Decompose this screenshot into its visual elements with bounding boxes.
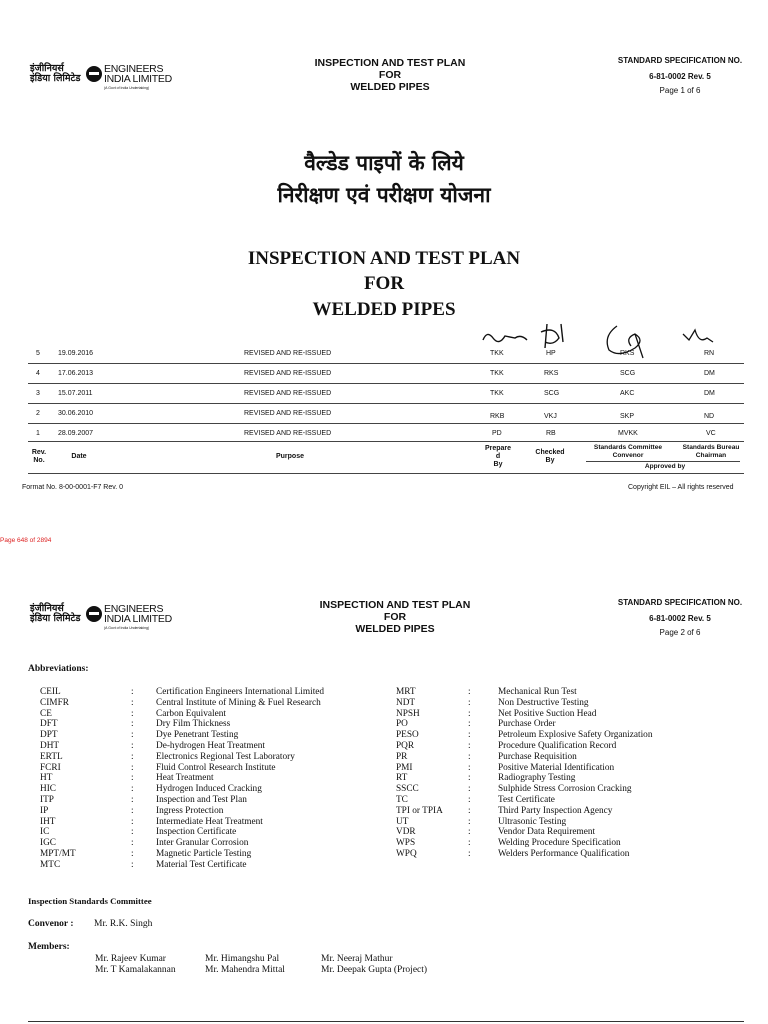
abbreviation-meaning: Radiography Testing [498,773,576,784]
abbreviation-term: DHT [40,740,60,751]
abbreviation-separator: : [468,740,471,751]
member-name: Mr. Mahendra Mittal [205,965,285,975]
abbreviation-term: TC [396,794,408,805]
abbreviation-term: HIC [40,784,57,795]
abbreviation-meaning: Magnetic Particle Testing [156,848,252,859]
committee-heading: Inspection Standards Committee [28,896,152,906]
spec-label: STANDARD SPECIFICATION NO. [617,56,743,65]
rev-chairman: VC [706,430,716,437]
header-title-line3: WELDED PIPES [350,81,430,93]
abbreviations-left [40,687,360,871]
abbreviation-separator: : [131,687,134,697]
hindi-title-line1: वैल्डेड पाइपों के लिये [304,151,464,175]
abbreviation-separator: : [468,730,471,741]
english-title-line1: INSPECTION AND TEST PLAN [247,248,521,269]
abbreviation-row [396,709,756,720]
abbreviation-separator: : [468,805,471,816]
abbreviation-separator: : [468,687,471,697]
abbreviation-meaning: Hydrogen Induced Cracking [156,784,262,795]
abbreviation-meaning: Welding Procedure Specification [498,838,621,849]
abbreviation-term: WPQ [396,848,417,859]
abbreviation-row [396,752,756,763]
rev-no: 3 [36,390,40,397]
header-title-line1: INSPECTION AND TEST PLAN [314,57,466,69]
abbreviation-row [40,838,360,849]
logo-hindi: इंजीनियर्स इंडिया लिमिटेड [30,603,81,624]
hindi-title-line2: निरीक्षण एवं परीक्षण योजना [277,183,491,207]
abbreviation-term: HT [40,773,53,784]
rev-date: 28.09.2007 [58,430,94,437]
logo-subtitle: (A Govt of India Undertaking) [104,86,150,90]
abbreviation-term: UT [396,816,409,827]
abbreviation-row [396,773,756,784]
abbreviation-row [396,849,756,860]
abbreviation-row [40,763,360,774]
rev-purpose: REVISED AND RE-ISSUED [244,390,332,397]
abbreviation-row [40,773,360,784]
abbreviation-row [396,741,756,752]
abbreviation-meaning: Procedure Qualification Record [498,740,617,751]
abbreviation-row [40,827,360,838]
abbreviation-separator: : [131,827,134,838]
abbreviation-row [396,817,756,828]
abbreviation-meaning: Ingress Protection [156,805,224,816]
abbreviation-row [396,784,756,795]
rev-convenor: SCG [620,370,636,377]
rev-no: 5 [36,350,40,357]
abbreviation-meaning: Dye Penetrant Testing [156,730,239,741]
abbreviation-separator: : [131,838,134,849]
abbreviation-separator: : [131,697,134,708]
copyright-notice: Copyright EIL – All rights reserved [628,484,734,491]
abbreviation-term: CEIL [40,687,61,697]
abbreviation-term: PESO [396,730,419,741]
abbreviation-meaning: Welders Performance Qualification [498,848,630,859]
rev-chairman: DM [704,370,715,377]
abbreviation-meaning: Test Certificate [498,794,555,805]
header-title-line1: INSPECTION AND TEST PLAN [319,599,471,611]
abbreviation-separator: : [131,794,134,805]
abbreviations-right [396,687,756,860]
eil-emblem-icon [86,606,102,622]
abbreviation-term: DPT [40,730,58,741]
abbreviation-term: MTC [40,859,61,870]
abbreviation-term: WPS [396,838,416,849]
abbreviation-meaning: Inter Granular Corrosion [156,838,249,849]
abbreviation-term: IHT [40,816,56,827]
abbreviation-term: IP [40,805,49,816]
rev-checked: SCG [544,390,560,397]
revision-row [28,384,744,403]
abbreviation-term: PMI [396,762,413,773]
page2-bottom-rule [28,1021,744,1022]
rev-purpose: REVISED AND RE-ISSUED [244,350,332,357]
logo-hindi: इंजीनियर्स इंडिया लिमिटेड [30,63,81,84]
convenor-label: Convenor : [28,919,74,929]
abbreviation-meaning: Purchase Requisition [498,751,577,762]
abbreviation-meaning: Petroleum Explosive Safety Organization [498,730,653,741]
abbreviation-term: FCRI [40,762,61,773]
abbreviation-term: PR [396,751,408,762]
abbreviation-meaning: Heat Treatment [156,773,214,784]
eil-emblem-icon [86,66,102,82]
abbreviation-row [40,849,360,860]
abbreviation-term: VDR [396,827,416,838]
rev-purpose: REVISED AND RE-ISSUED [244,430,332,437]
header-title-line2: FOR [383,611,407,623]
rev-date: 17.06.2013 [58,370,94,377]
abbreviation-row [40,741,360,752]
abbreviation-separator: : [131,730,134,741]
abbreviation-meaning: Fluid Control Research Institute [156,762,276,773]
rev-date: 15.07.2011 [58,390,93,397]
abbreviation-separator: : [131,805,134,816]
abbreviation-term: PO [396,719,408,730]
rev-no: 1 [36,430,40,437]
logo-english: ENGINEERS INDIA LIMITED [104,63,172,85]
revision-row [28,364,744,383]
spec-label: STANDARD SPECIFICATION NO. [617,598,743,607]
rev-purpose: REVISED AND RE-ISSUED [244,370,332,377]
rev-chairman: DM [704,390,715,397]
eil-logo [30,64,180,94]
abbreviation-term: NDT [396,697,416,708]
abbreviation-term: IGC [40,838,57,849]
rev-checked: VKJ [544,413,557,420]
abbreviation-row [396,827,756,838]
rev-convenor: AKC [620,390,635,397]
abbreviation-meaning: Third Party Inspection Agency [498,805,613,816]
rev-chairman: RN [704,350,715,357]
col-prepared-by: Prepare d By [484,445,512,468]
abbreviation-row [40,784,360,795]
spec-number: 6-81-0002 Rev. 5 [649,614,711,623]
rev-date: 30.06.2010 [58,410,94,417]
abbreviation-separator: : [468,751,471,762]
eil-logo [30,604,180,634]
abbreviation-separator: : [468,762,471,773]
abbreviation-meaning: Central Institute of Mining & Fuel Research [156,697,321,708]
english-title-line2: FOR [363,273,405,294]
english-title-line3: WELDED PIPES [312,299,456,320]
rev-convenor: RKS [620,350,635,357]
abbreviation-separator: : [468,816,471,827]
rev-no: 4 [36,370,40,377]
abbreviation-separator: : [131,848,134,859]
row-divider [28,441,744,442]
table-bottom-border [28,473,744,474]
header-title-line2: FOR [378,69,402,81]
approved-divider [586,461,740,462]
format-number: Format No. 8-00-0001-F7 Rev. 0 [22,484,124,491]
abbreviation-separator: : [468,697,471,708]
abbreviation-meaning: Electronics Regional Test Laboratory [156,751,295,762]
abbreviation-term: PQR [396,740,415,751]
abbreviation-row [40,698,360,709]
col-chairman: Standards Bureau Chairman [682,444,740,459]
abbreviation-meaning: Carbon Equivalent [156,708,226,719]
abbreviation-meaning: Inspection and Test Plan [156,794,247,805]
page2-spec-block [600,597,760,639]
abbreviation-separator: : [131,773,134,784]
abbreviation-separator: : [131,751,134,762]
abbreviation-row [396,687,756,698]
page-number: Page 2 of 6 [659,628,701,637]
abbreviation-separator: : [131,784,134,795]
members-label: Members: [28,942,70,952]
page-marker: Page 648 of 2894 [0,537,52,544]
col-approved-by: Approved by [644,463,686,470]
abbreviation-term: MRT [396,687,416,697]
abbreviation-term: CIMFR [40,697,69,708]
abbreviation-meaning: Positive Material Identification [498,762,615,773]
abbreviation-meaning: Ultrasonic Testing [498,816,567,827]
abbreviation-term: IC [40,827,50,838]
rev-prepared: TKK [490,350,504,357]
abbreviation-separator: : [468,848,471,859]
member-name: Mr. Rajeev Kumar [95,954,166,964]
rev-date: 19.09.2016 [58,350,94,357]
rev-convenor: SKP [620,413,635,420]
abbreviation-separator: : [468,827,471,838]
abbreviation-row [396,838,756,849]
page1-header-title [290,57,490,93]
rev-prepared: TKK [490,370,504,377]
abbreviation-separator: : [468,794,471,805]
page1-spec-block [600,55,760,97]
convenor-name: Mr. R.K. Singh [94,919,153,929]
header-title-line3: WELDED PIPES [355,623,435,635]
spec-number: 6-81-0002 Rev. 5 [649,72,711,81]
col-date: Date [71,453,87,460]
abbreviation-meaning: Mechanical Run Test [498,687,577,697]
rev-prepared: TKK [490,390,504,397]
abbreviation-meaning: Inspection Certificate [156,827,237,838]
member-name: Mr. Neeraj Mathur [321,954,393,964]
abbreviations-heading: Abbreviations: [28,664,89,674]
abbreviation-row [40,719,360,730]
abbreviation-row [40,860,360,871]
abbreviation-term: CE [40,708,52,719]
abbreviation-meaning: Certification Engineers International Limited [156,687,325,697]
abbreviation-term: RT [396,773,408,784]
abbreviation-term: ITP [40,794,54,805]
rev-purpose: REVISED AND RE-ISSUED [244,410,332,417]
abbreviation-term: DFT [40,719,58,730]
col-convenor: Standards Committee Convenor [593,444,663,459]
page2-header-title [295,599,495,635]
abbreviation-separator: : [468,708,471,719]
abbreviation-row [396,730,756,741]
abbreviation-separator: : [131,708,134,719]
rev-convenor: MVKK [618,430,638,437]
logo-subtitle: (A Govt of India Undertaking) [104,626,150,630]
abbreviation-meaning: Material Test Certificate [156,859,247,870]
col-rev-no: Rev. No. [31,449,47,464]
abbreviation-meaning: Vendor Data Requirement [498,827,596,838]
abbreviation-row [396,698,756,709]
abbreviation-term: MPT/MT [40,848,76,859]
member-name: Mr. Deepak Gupta (Project) [321,965,428,975]
abbreviation-meaning: Sulphide Stress Corrosion Cracking [498,784,632,795]
col-purpose: Purpose [275,453,304,460]
member-name: Mr. T Kamalakannan [95,965,176,975]
rev-no: 2 [36,410,40,417]
abbreviation-row [40,752,360,763]
abbreviation-separator: : [131,740,134,751]
abbreviation-row [396,719,756,730]
abbreviation-row [396,763,756,774]
abbreviation-separator: : [131,816,134,827]
abbreviation-term: NPSH [396,708,420,719]
abbreviation-row [40,709,360,720]
abbreviation-meaning: De-hydrogen Heat Treatment [156,740,265,751]
page-number: Page 1 of 6 [659,86,701,95]
abbreviation-meaning: Intermediate Heat Treatment [156,816,263,827]
rev-prepared: PD [492,430,502,437]
logo-english: ENGINEERS INDIA LIMITED [104,603,172,625]
revision-row [28,344,744,363]
rev-checked: RB [546,430,556,437]
abbreviation-separator: : [468,719,471,730]
revision-row [28,404,744,423]
abbreviation-meaning: Net Positive Suction Head [498,708,597,719]
member-name: Mr. Himangshu Pal [205,954,280,964]
abbreviation-separator: : [131,762,134,773]
abbreviation-separator: : [131,859,134,870]
rev-chairman: ND [704,413,715,420]
abbreviation-separator: : [131,719,134,730]
abbreviation-row [396,806,756,817]
abbreviation-meaning: Purchase Order [498,719,556,730]
abbreviation-separator: : [468,773,471,784]
abbreviation-row [40,817,360,828]
abbreviation-row [40,687,360,698]
abbreviation-term: SSCC [396,784,419,795]
abbreviation-row [40,730,360,741]
abbreviation-row [396,795,756,806]
abbreviation-separator: : [468,838,471,849]
col-checked-by: Checked By [535,449,565,464]
abbreviation-separator: : [468,784,471,795]
abbreviation-meaning: Non Destructive Testing [498,697,589,708]
abbreviation-term: ERTL [40,751,63,762]
rev-prepared: RKB [490,413,505,420]
abbreviation-row [40,806,360,817]
abbreviation-meaning: Dry Film Thickness [156,719,231,730]
abbreviation-term: TPI or TPIA [396,805,443,816]
rev-checked: HP [546,350,556,357]
rev-checked: RKS [544,370,559,377]
abbreviation-row [40,795,360,806]
